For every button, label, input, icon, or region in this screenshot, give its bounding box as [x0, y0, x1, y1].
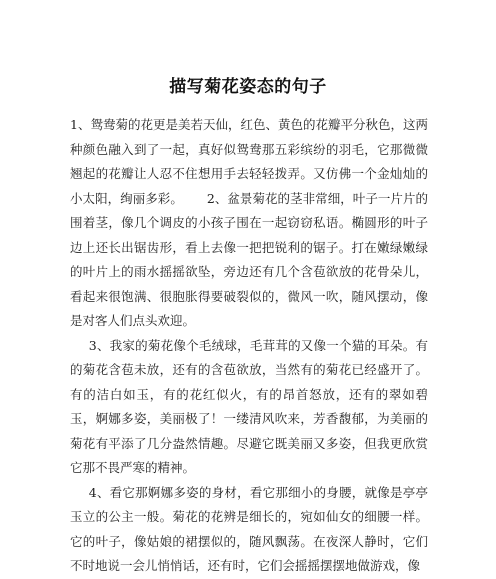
paragraph-2: 3、我家的菊花像个毛绒球，毛茸茸的又像一个猫的耳朵。有的菊花含苞未放，还有的含苞欲放，当然有的菊花已经盛开了。有的洁白如玉，有的花红似火，有的昂首怒放，还有的翠如碧玉，婀娜多姿，美丽极了！一缕清风吹来，芳香馥郁，为美丽的菊花有平添了几分盎然情趣。尽避它既美丽又多姿，但我更欣赏它那不畏严寒的精神。	[70, 337, 428, 475]
paragraph-1-sentence-2: 2、盆景菊花的茎非常细，叶子一片片的围着茎，像几个调皮的小孩子围在一起窃窃私语。椭圆形的叶子边上还长出锯齿形，看上去像一把把锐利的锯子。打在嫩绿嫩绿的叶片上的雨水摇摇欲坠，旁边还有几个含苞欲放的花骨朵儿，看起来很饱满、很胞胀得要破裂似的，微风一吹，随风摆动，像是对客人们点头欢迎。	[70, 190, 428, 328]
paragraph-3: 4、看它那婀娜多姿的身材，看它那细小的身腰，就像是亭亭玉立的公主一般。菊花的花辨是细长的，宛如仙女的细腰一样。它的叶子，像姑娘的裙摆似的，随风飘荡。在夜深人静时，它们不时地说一会儿悄悄话，还有时，它们会摇摇摆摆地做游戏，像	[70, 484, 428, 573]
paragraph-1	[70, 113, 428, 334]
page-title: 描写菊花姿态的句子	[169, 77, 327, 97]
document-body	[70, 113, 428, 579]
paragraph-1-sentence-1: 1、鸳鸯菊的花更是美若天仙，红色、黄色的花瓣平分秋色，这两种颜色融入到了一起，真好似鸳鸯那五彩缤纷的羽毛，它那微微翘起的花瓣让人忍不住想用手去轻轻拨弄。又仿佛一个金灿灿的小太阳，绚丽多彩。	[70, 117, 428, 206]
